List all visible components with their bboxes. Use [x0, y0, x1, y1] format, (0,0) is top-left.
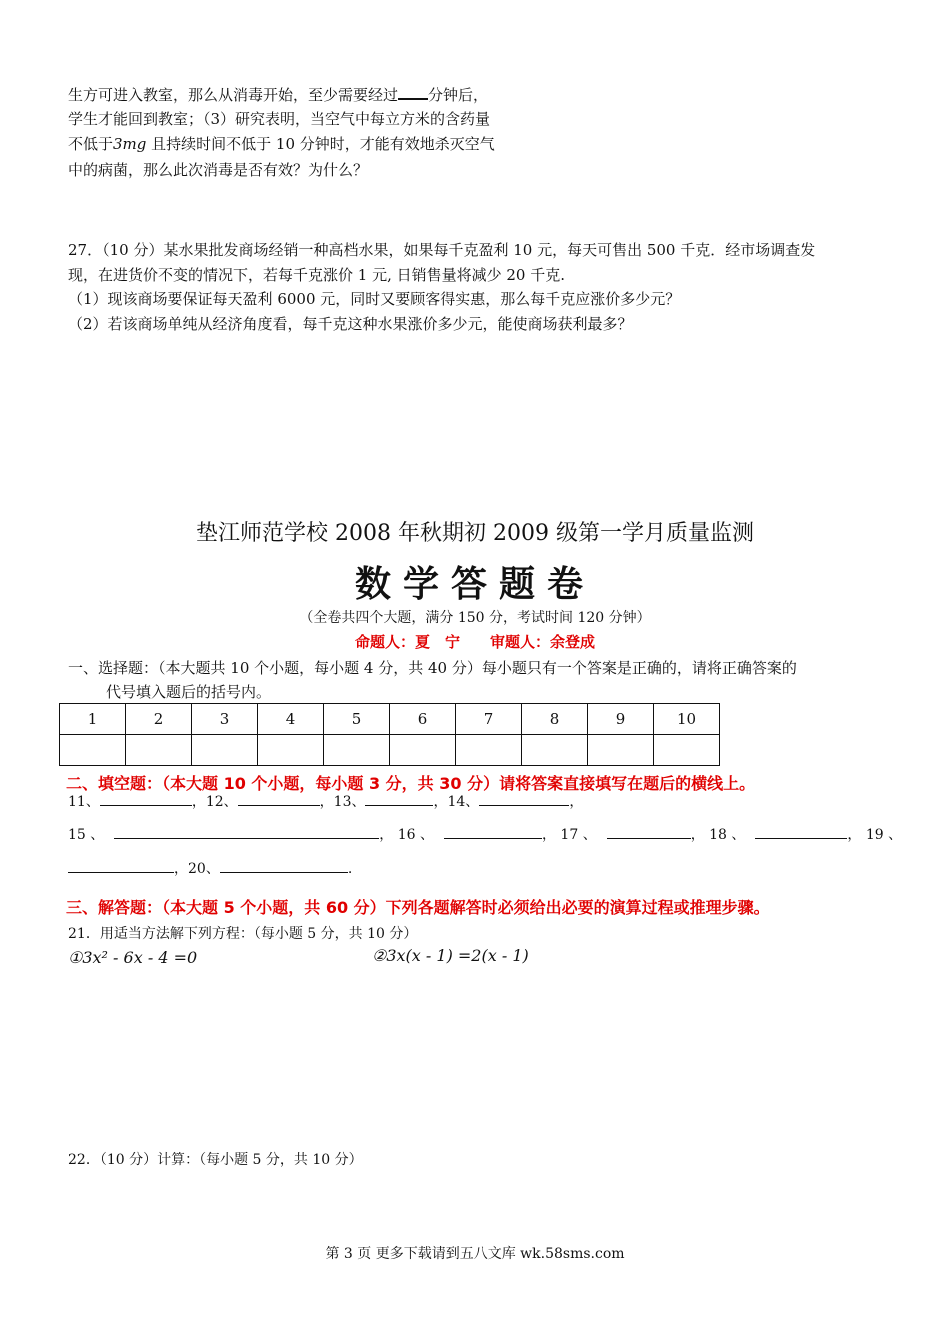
- fill-line-2: [68, 822, 902, 848]
- answer-cell[interactable]: [324, 735, 390, 766]
- answer-cell[interactable]: [258, 735, 324, 766]
- table-header-cell: 2: [126, 704, 192, 735]
- equation-2: ②3x(x - 1) =2(x - 1): [372, 946, 529, 965]
- problem27-line1: 27．（10 分）某水果批发商场经销一种高档水果，如果每千克盈利 10 元，每天可售出 500 千克．经市场调查发: [68, 241, 816, 259]
- problem27-line2: 现，在进货价不变的情况下，若每千克涨价 1 元, 日销售量将减少 20 千克.: [68, 266, 566, 284]
- problem26-line3: [68, 131, 495, 157]
- problem27-q1: （1）现该商场要保证每天盈利 6000 元，同时又要顾客得实惠，那么每千克应涨价多少元？: [68, 290, 681, 308]
- table-header-row: [60, 704, 720, 735]
- table-header-cell: 7: [456, 704, 522, 735]
- table-header-cell: 6: [390, 704, 456, 735]
- answer-blank-14[interactable]: [479, 789, 569, 806]
- answer-cell[interactable]: [588, 735, 654, 766]
- table-header-cell: 5: [324, 704, 390, 735]
- fill-line-1: [68, 789, 583, 815]
- question-21: 21．用适当方法解下列方程：（每小题 5 分，共 10 分）: [68, 926, 418, 942]
- blank-label: ， 18 、: [690, 827, 746, 843]
- answer-blank-16[interactable]: [444, 822, 542, 839]
- table-header-cell: 3: [192, 704, 258, 735]
- problem26-text: 且持续时间不低于 10 分钟时，才能有效地杀灭空气: [146, 135, 495, 153]
- question-22: 22．（10 分）计算：（每小题 5 分，共 10 分）: [68, 1152, 363, 1168]
- exam-title: 数学答题卷: [354, 564, 595, 605]
- school-title: 垫江师范学校 2008 年秋期初 2009 级第一学月质量监测: [196, 521, 754, 546]
- blank-label: ，20、: [174, 861, 220, 877]
- blank-label: ， 17 、: [541, 827, 597, 843]
- problem26-line1: [68, 82, 488, 108]
- problem26-text: 生方可进入教室，那么从消毒开始，至少需要经过: [68, 86, 399, 104]
- answer-cell[interactable]: [522, 735, 588, 766]
- answer-cell[interactable]: [126, 735, 192, 766]
- blank-label: ，: [569, 794, 584, 810]
- blank-label: ，13、: [319, 794, 366, 810]
- page-footer: 第 3 页 更多下载请到五八文库 wk.58sms.com: [325, 1246, 625, 1262]
- blank-label: 11、: [68, 794, 100, 810]
- section2-heading: 二、填空题：（本大题 10 个小题，每小题 3 分，共 30 分）请将答案直接填写在题后的横线上。: [66, 774, 756, 793]
- table-header-cell: 1: [60, 704, 126, 735]
- fill-line-3: [68, 856, 352, 882]
- problem26-text: 不低于: [68, 135, 114, 153]
- problem26-line4: 中的病菌，那么此次消毒是否有效？为什么？: [68, 161, 369, 179]
- choice-answer-table: [59, 703, 720, 766]
- answer-blank-11[interactable]: [100, 789, 192, 806]
- section3-heading: 三、解答题：（本大题 5 个小题，共 60 分）下列各题解答时必须给出必要的演算过程或推理步骤。: [66, 898, 770, 917]
- answer-cell[interactable]: [390, 735, 456, 766]
- table-answer-row: [60, 735, 720, 766]
- table-header-cell: 10: [654, 704, 720, 735]
- answer-blank-13[interactable]: [365, 789, 433, 806]
- answer-blank-20[interactable]: [220, 856, 348, 873]
- answer-cell[interactable]: [654, 735, 720, 766]
- answer-blank: [398, 82, 428, 100]
- problem27-q2: （2）若该商场单纯从经济角度看，每千克这种水果涨价多少元，能使商场获利最多？: [68, 315, 633, 333]
- answer-blank-17[interactable]: [607, 822, 691, 839]
- blank-label: ，14、: [433, 794, 480, 810]
- blank-label: ， 16 、: [379, 827, 434, 843]
- exam-note: （全卷共四个大题，满分 150 分，考试时间 120 分钟）: [299, 610, 651, 626]
- blank-label: ， 19 、: [847, 827, 903, 843]
- answer-blank-12[interactable]: [238, 789, 320, 806]
- problem26-line2: 学生才能回到教室；（3）研究表明，当空气中每立方米的含药量: [68, 110, 491, 128]
- authors-line: 命题人：夏 宁 审题人：余登成: [354, 633, 595, 651]
- blank-label: ，12、: [191, 794, 238, 810]
- answer-blank-15[interactable]: [114, 822, 379, 839]
- blank-label: .: [347, 861, 353, 877]
- answer-cell[interactable]: [456, 735, 522, 766]
- blank-label: 15 、: [68, 827, 105, 843]
- unit-mg: 3mg: [113, 135, 147, 153]
- section1-heading: 一、选择题：（本大题共 10 个小题，每小题 4 分，共 40 分）每小题只有一个答案是正确的，请将正确答案的: [68, 659, 797, 677]
- answer-cell[interactable]: [60, 735, 126, 766]
- equation-1: ①3x² - 6x - 4 =0: [68, 948, 198, 967]
- answer-blank-19[interactable]: [68, 856, 174, 873]
- section1-heading-2: 代号填入题后的括号内。: [106, 683, 272, 701]
- table-header-cell: 4: [258, 704, 324, 735]
- table-header-cell: 9: [588, 704, 654, 735]
- answer-cell[interactable]: [192, 735, 258, 766]
- answer-blank-18[interactable]: [755, 822, 847, 839]
- problem26-text: 分钟后，: [428, 86, 489, 104]
- table-header-cell: 8: [522, 704, 588, 735]
